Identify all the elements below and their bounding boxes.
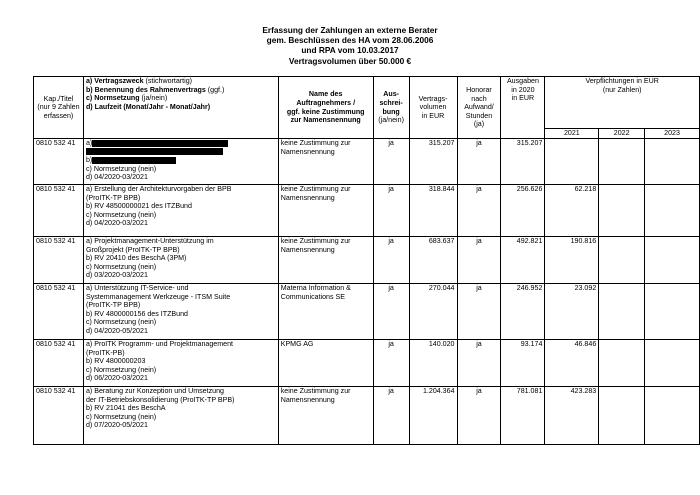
kap-titel-cell: 0810 532 41	[34, 284, 84, 340]
description-cell: a) Erstellung der Architekturvorgaben der BPB (ProITK-TP BPB) b) RV 48500000021 des ITZBund c) Normsetzung (nein) d) 04/2020-03/2021	[83, 185, 278, 237]
table-row	[34, 185, 700, 237]
year-2021-cell: 62.218	[545, 185, 599, 237]
auftragnehmer-cell: keine Zustimmung zur Namensnennung	[278, 237, 373, 284]
kap-titel-cell: 0810 532 41	[34, 185, 84, 237]
year-2023-cell	[645, 387, 700, 445]
description-cell: a) Beratung zur Konzeption und Umsetzung der IT-Betriebskonsolidierung (ProITK-TP BPB) b) RV 21041 des BeschA c) Normsetzung (nein) d) 07/2020-05/2021	[83, 387, 278, 445]
ausschreibung-cell: ja	[373, 340, 409, 387]
header-year-2023: 2023	[645, 129, 700, 139]
year-2023-cell	[645, 284, 700, 340]
ausschreibung-cell: ja	[373, 185, 409, 237]
year-2022-cell	[599, 185, 645, 237]
title-line: gem. Beschlüssen des HA vom 28.06.2006	[266, 35, 434, 46]
auftragnehmer-cell: keine Zustimmung zur Namensnennung	[278, 139, 373, 185]
kap-titel-cell: 0810 532 41	[34, 237, 84, 284]
ausgaben-2020-cell: 246.952	[501, 284, 545, 340]
kap-titel-cell: 0810 532 41	[34, 340, 84, 387]
vertragsvolumen-cell: 140.020	[409, 340, 457, 387]
header-kap-titel: Kap./Titel (nur 9 Zahlen erfassen)	[34, 77, 84, 139]
payments-table	[33, 76, 700, 445]
year-2022-cell	[599, 237, 645, 284]
auftragnehmer-cell: Materna Information & Communications SE	[278, 284, 373, 340]
vertragsvolumen-cell: 315.207	[409, 139, 457, 185]
table-row	[34, 139, 700, 185]
redaction-bar	[86, 148, 223, 155]
year-2022-cell	[599, 387, 645, 445]
title-line: Vertragsvolumen über 50.000 €	[288, 55, 412, 66]
ausschreibung-cell: ja	[373, 284, 409, 340]
table-row	[34, 387, 700, 445]
year-2023-cell	[645, 237, 700, 284]
year-2021-cell	[545, 139, 599, 185]
header-year-2022: 2022	[599, 129, 645, 139]
header-auftragnehmer: Name des Auftragnehmers / ggf. keine Zustimmung zur Namensnennung	[278, 77, 373, 139]
title-line: Erfassung der Zahlungen an externe Berater	[262, 25, 438, 35]
ausgaben-2020-cell: 781.081	[501, 387, 545, 445]
header-verpflichtungen: Verpflichtungen in EUR (nur Zahlen)	[545, 77, 700, 129]
header-year-2021: 2021	[545, 129, 599, 139]
year-2023-cell	[645, 185, 700, 237]
auftragnehmer-cell: KPMG AG	[278, 340, 373, 387]
year-2023-cell	[645, 340, 700, 387]
redaction-bar	[92, 157, 176, 164]
honorar-cell: ja	[457, 185, 501, 237]
document-title	[0, 25, 700, 66]
honorar-cell: ja	[457, 237, 501, 284]
year-2022-cell	[599, 139, 645, 185]
ausschreibung-cell: ja	[373, 237, 409, 284]
auftragnehmer-cell: keine Zustimmung zur Namensnennung	[278, 185, 373, 237]
table-row	[34, 340, 700, 387]
year-2022-cell	[599, 340, 645, 387]
honorar-cell: ja	[457, 387, 501, 445]
year-2021-cell: 190.816	[545, 237, 599, 284]
year-2021-cell: 423.283	[545, 387, 599, 445]
title-line: und RPA vom 10.03.2017	[301, 45, 399, 56]
description-cell: a) Unterstützung IT-Service- und Systemmanagement Werkzeuge - ITSM Suite (ProITK-TP BPB) b) RV 4800000156 des ITZBund c) Normsetzung (nein) d) 04/2020-05/2021	[83, 284, 278, 340]
ausgaben-2020-cell: 93.174	[501, 340, 545, 387]
year-2022-cell	[599, 284, 645, 340]
ausgaben-2020-cell: 256.626	[501, 185, 545, 237]
ausschreibung-cell: ja	[373, 139, 409, 185]
kap-titel-cell: 0810 532 41	[34, 139, 84, 185]
honorar-cell: ja	[457, 139, 501, 185]
year-2023-cell	[645, 139, 700, 185]
description-cell: a) Projektmanagement-Unterstützung im Großprojekt (ProITK-TP BPB) b) RV 20410 des BeschA (3PM) c) Normsetzung (nein) d) 03/2020-03/2021	[83, 237, 278, 284]
description-cell: a) ProITK Programm- und Projektmanagement (ProITK-PB) b) RV 4800000203 c) Normsetzung (nein) d) 06/2020-03/2021	[83, 340, 278, 387]
honorar-cell: ja	[457, 284, 501, 340]
table-row	[34, 237, 700, 284]
header-ausschreibung: Aus- schrei- bung (ja/nein)	[373, 77, 409, 139]
header-ausgaben-2020: Ausgaben in 2020 in EUR	[501, 77, 545, 139]
description-cell: a) b) c) Normsetzung (nein) d) 04/2020-03/2021	[83, 139, 278, 185]
ausgaben-2020-cell: 492.821	[501, 237, 545, 284]
honorar-cell: ja	[457, 340, 501, 387]
ausschreibung-cell: ja	[373, 387, 409, 445]
redaction-bar	[92, 140, 228, 147]
year-2021-cell: 46.846	[545, 340, 599, 387]
header-vertragsvolumen: Vertrags- volumen in EUR	[409, 77, 457, 139]
vertragsvolumen-cell: 318.844	[409, 185, 457, 237]
table-row	[34, 284, 700, 340]
auftragnehmer-cell: keine Zustimmung zur Namensnennung	[278, 387, 373, 445]
kap-titel-cell: 0810 532 41	[34, 387, 84, 445]
vertragsvolumen-cell: 1.204.364	[409, 387, 457, 445]
ausgaben-2020-cell: 315.207	[501, 139, 545, 185]
year-2021-cell: 23.092	[545, 284, 599, 340]
header-description: a) Vertragszweck (stichwortartig) b) Benennung des Rahmenvertrags (ggf.) c) Normsetzung (ja/nein) d) Laufzeit (Monat/Jahr - Monat/Jahr)	[83, 77, 278, 139]
vertragsvolumen-cell: 683.637	[409, 237, 457, 284]
header-honorar: Honorar nach Aufwand/ Stunden (ja)	[457, 77, 501, 139]
vertragsvolumen-cell: 270.044	[409, 284, 457, 340]
